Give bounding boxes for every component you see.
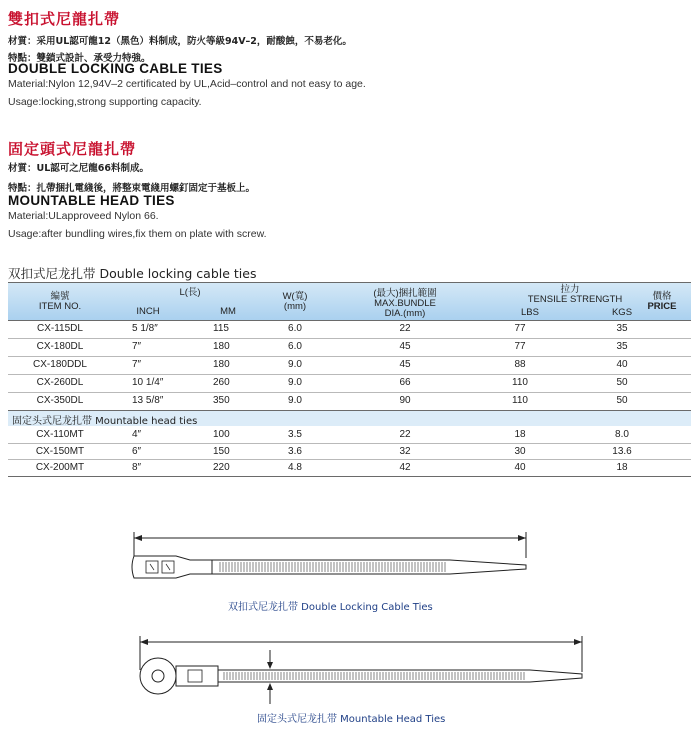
section1-usage-en: Usage:locking,strong supporting capacity. (8, 96, 202, 108)
table-row-rule (8, 443, 691, 444)
cell-inch: 6″ (132, 445, 142, 457)
section2-usage-en: Usage:after bundling wires,fix them on plate with screw. (8, 228, 267, 240)
cell-w: 4.8 (288, 462, 302, 474)
caption-double-locking: 双扣式尼龙扎带 Double Locking Cable Ties (228, 602, 433, 613)
cell-kgs: 50 (616, 377, 628, 388)
cell-inch: 10 1/4″ (132, 377, 164, 388)
hdr-bundle-unit: DIA.(mm) (384, 308, 426, 319)
cell-w: 9.0 (288, 395, 302, 406)
cell-inch: 5 1/8″ (132, 323, 158, 334)
cell-lbs: 30 (514, 445, 526, 457)
hdr-price-en: PRICE (647, 301, 677, 312)
cell-w: 9.0 (288, 377, 302, 388)
section1-material-en: Material:Nylon 12,94V–2 certificated by UL,Acid–control and not easy to age. (8, 78, 366, 90)
table-title-en: Double locking cable ties (99, 266, 257, 281)
section2-title-cn: 固定頭式尼龍扎帶 (8, 140, 137, 158)
cell-mm: 350 (213, 395, 230, 406)
cell-kgs: 13.6 (612, 445, 632, 457)
hdr-tensile-en: TENSILE STRENGTH (527, 294, 623, 305)
cell-mm: 115 (213, 323, 229, 334)
hdr-lbs: LBS (521, 307, 539, 318)
cell-kgs: 8.0 (615, 429, 629, 440)
group2-title-band (8, 411, 691, 426)
cell-inch: 13 5/8″ (132, 395, 164, 406)
table-row-rule (8, 392, 691, 393)
cell-lbs: 110 (512, 377, 528, 388)
cell-mm: 260 (213, 377, 230, 388)
hdr-item-en: ITEM NO. (38, 301, 82, 312)
table-title-cn: 双扣式尼龙扎带 (8, 266, 96, 281)
caption-mountable-head: 固定头式尼龙扎带 Mountable Head Ties (257, 714, 446, 725)
cell-dia: 42 (399, 462, 411, 474)
cell-kgs: 35 (616, 341, 628, 352)
table-bottom-rule (8, 476, 691, 477)
cell-item: CX-260DL (36, 377, 84, 388)
cell-mm: 180 (213, 359, 230, 370)
table-row-rule (8, 338, 691, 339)
cell-dia: 45 (399, 359, 411, 370)
section2-material-cn: 材質：UL認可之尼龍66料制成。 (8, 163, 149, 174)
section1-title-en: DOUBLE LOCKING CABLE TIES (8, 61, 223, 76)
hdr-item-cn: 編號 (50, 291, 70, 302)
cell-w: 3.6 (288, 445, 302, 457)
cell-mm: 100 (213, 429, 230, 440)
cell-item: CX-150MT (35, 445, 85, 457)
cell-lbs: 88 (514, 359, 526, 370)
cell-dia: 22 (399, 429, 411, 440)
cell-kgs: 40 (616, 359, 628, 370)
cell-kgs: 35 (616, 323, 628, 334)
cell-dia: 66 (399, 377, 411, 388)
cell-w: 3.5 (288, 429, 302, 440)
cell-w: 6.0 (288, 323, 302, 334)
mountable-head-tie-drawing (120, 632, 590, 712)
cell-inch: 7″ (132, 341, 142, 352)
strap-serrations (224, 672, 524, 680)
cell-lbs: 40 (514, 462, 526, 474)
cell-inch: 4″ (132, 429, 142, 440)
cell-mm: 220 (213, 462, 230, 474)
cell-item: CX-200MT (35, 462, 85, 474)
double-locking-tie-drawing (120, 528, 540, 598)
hdr-tensile-cn: 拉力 (560, 284, 580, 295)
cell-lbs: 77 (514, 341, 526, 352)
cell-item: CX-110MT (36, 429, 84, 440)
cell-mm: 150 (213, 445, 230, 457)
cell-inch: 7″ (132, 359, 142, 370)
section2-title-en: MOUNTABLE HEAD TIES (8, 193, 175, 208)
section2-material-en: Material:ULapproveed Nylon 66. (8, 210, 159, 222)
table-top-rule (8, 282, 691, 283)
hdr-kgs: KGS (611, 307, 633, 318)
cell-dia: 90 (399, 395, 411, 406)
cell-item: CX-115DL (37, 323, 83, 334)
table-title (8, 264, 256, 282)
table-row-rule (8, 459, 691, 460)
hdr-mm: MM (220, 306, 236, 317)
cell-kgs: 18 (616, 462, 628, 474)
cell-dia: 45 (399, 341, 411, 352)
cell-item: CX-350DL (36, 395, 84, 406)
cell-w: 6.0 (288, 341, 302, 352)
hdr-bundle-cn: (最大)捆扎範圍 (373, 288, 437, 299)
hdr-price-cn: 價格 (652, 291, 672, 302)
cell-item: CX-180DL (36, 341, 84, 352)
cell-inch: 8″ (132, 462, 142, 474)
table-row-rule (8, 356, 691, 357)
hdr-length: L(長) (179, 287, 201, 298)
hdr-width: W(寬) (282, 291, 308, 302)
cell-lbs: 110 (512, 395, 528, 406)
cell-lbs: 18 (514, 429, 526, 440)
cell-dia: 32 (399, 445, 411, 457)
cell-mm: 180 (213, 341, 230, 352)
hdr-bundle-en: MAX.BUNDLE (374, 298, 436, 309)
hdr-width-unit: (mm) (283, 301, 307, 312)
section2-feature-cn: 特點：扎帶捆扎電綫後，將整束電綫用螺釘固定于基板上。 (8, 183, 256, 194)
cell-lbs: 77 (514, 323, 526, 334)
section1-material-cn: 材質：采用UL認可龍12（黑色）料制成，防火等級94V–2，耐酸蝕，不易老化。 (8, 36, 352, 47)
cell-item: CX-180DDL (33, 359, 87, 370)
section1-feature-cn: 特點：雙鎖式設計、承受力特強。 (8, 53, 151, 64)
cell-w: 9.0 (288, 359, 302, 370)
table-row-rule (8, 374, 691, 375)
table-header-rule (8, 320, 691, 321)
group2-title: 固定头式尼龙扎带 Mountable head ties (12, 416, 198, 427)
hdr-inch: INCH (136, 306, 160, 317)
cell-kgs: 50 (616, 395, 628, 406)
section1-title-cn: 雙扣式尼龍扎帶 (8, 10, 121, 28)
cell-dia: 22 (399, 323, 411, 334)
